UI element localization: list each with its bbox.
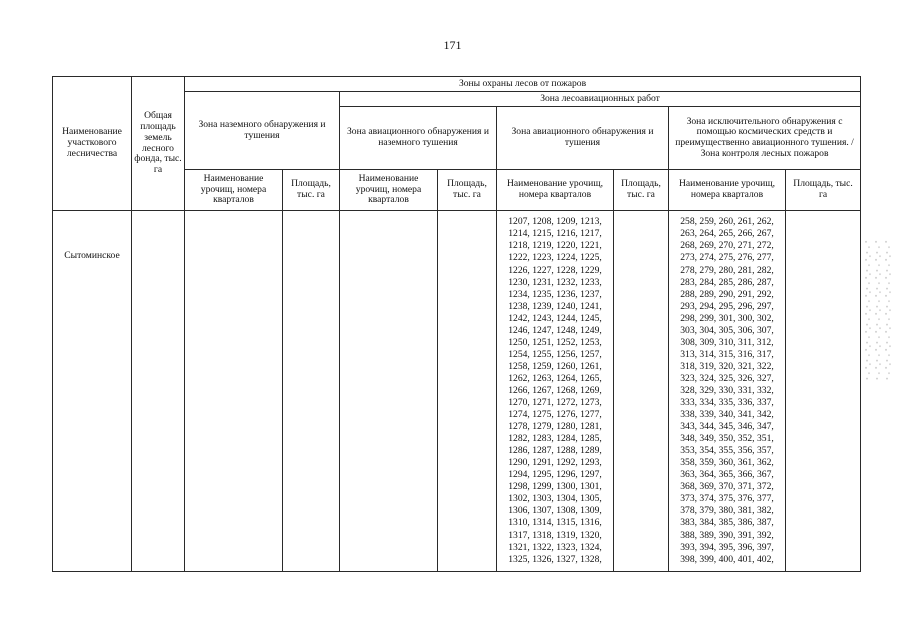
aviation-quarters-cell — [497, 211, 614, 572]
forestry-row — [53, 211, 861, 572]
aviation-quarter-line: 1321, 1322, 1323, 1324, — [508, 541, 602, 553]
space-quarter-line: 343, 344, 345, 346, 347, — [680, 421, 774, 433]
aviation-quarter-line: 1282, 1283, 1284, 1285, — [508, 433, 602, 445]
page-number: 171 — [443, 38, 462, 52]
aviation-quarter-line: 1246, 1247, 1248, 1249, — [508, 324, 602, 336]
scan-noise — [863, 240, 893, 380]
aviation-quarter-line: 1286, 1287, 1288, 1289, — [508, 445, 602, 457]
aviation-quarter-line: 1306, 1307, 1308, 1309, — [508, 505, 602, 517]
aviation-quarter-line: 1290, 1291, 1292, 1293, — [508, 457, 602, 469]
ground-name-header: Наименование урочищ, номера кварталов — [185, 170, 283, 211]
aviation-quarter-line: 1266, 1267, 1268, 1269, — [508, 384, 602, 396]
space-quarter-line: 278, 279, 280, 281, 282, — [680, 264, 774, 276]
aviation-ground-names-cell — [340, 211, 438, 572]
space-quarter-line: 333, 334, 335, 336, 337, — [680, 397, 774, 409]
aviation-name-header: Наименование урочищ, номера кварталов — [497, 170, 614, 211]
aviation-quarter-line: 1254, 1255, 1256, 1257, — [508, 348, 602, 360]
space-quarter-line: 328, 329, 330, 331, 332, — [680, 384, 774, 396]
forestry-name: Сытоминское — [53, 211, 132, 572]
space-area-header: Площадь, тыс. га — [786, 170, 861, 211]
aviation-ground-name-header: Наименование урочищ, номера кварталов — [340, 170, 438, 211]
aviation-quarter-line: 1274, 1275, 1276, 1277, — [508, 409, 602, 421]
aviation-header: Зона лесоавиационных работ — [340, 92, 861, 107]
space-name-header: Наименование урочищ, номера кварталов — [669, 170, 786, 211]
aviation-quarter-line: 1278, 1279, 1280, 1281, — [508, 421, 602, 433]
space-quarter-line: 338, 339, 340, 341, 342, — [680, 409, 774, 421]
space-quarter-line: 283, 284, 285, 286, 287, — [680, 276, 774, 288]
space-quarter-line: 273, 274, 275, 276, 277, — [680, 252, 774, 264]
space-quarter-line: 393, 394, 395, 396, 397, — [680, 541, 774, 553]
space-quarter-line: 308, 309, 310, 311, 312, — [680, 336, 774, 348]
aviation-quarter-line: 1242, 1243, 1244, 1245, — [508, 312, 602, 324]
aviation-quarter-line: 1214, 1215, 1216, 1217, — [508, 228, 602, 240]
space-quarter-line: 303, 304, 305, 306, 307, — [680, 324, 774, 336]
space-quarter-line: 388, 389, 390, 391, 392, — [680, 529, 774, 541]
col-area-header: Общая площадь земель лесного фонда, тыс. га — [132, 77, 185, 211]
space-quarter-line: 323, 324, 325, 326, 327, — [680, 372, 774, 384]
aviation-quarter-line: 1234, 1235, 1236, 1237, — [508, 288, 602, 300]
aviation-quarter-line: 1222, 1223, 1224, 1225, — [508, 252, 602, 264]
aviation-quarter-line: 1317, 1318, 1319, 1320, — [508, 529, 602, 541]
aviation-ground-area-cell — [438, 211, 497, 572]
aviation-area-header: Площадь, тыс. га — [614, 170, 669, 211]
forestry-total-area — [132, 211, 185, 572]
space-zone-header: Зона исключительного обнаружения с помощью космических средств и преимущественно авиационного тушения. / Зона контроля лесных пожаров — [669, 107, 861, 170]
col-name-header: Наименование участкового лесничества — [53, 77, 132, 211]
aviation-area-cell — [614, 211, 669, 572]
aviation-quarter-line: 1302, 1303, 1304, 1305, — [508, 493, 602, 505]
aviation-quarter-line: 1207, 1208, 1209, 1213, — [508, 216, 602, 228]
aviation-quarter-line: 1230, 1231, 1232, 1233, — [508, 276, 602, 288]
zones-header: Зоны охраны лесов от пожаров — [185, 77, 861, 92]
aviation-quarter-line: 1325, 1326, 1327, 1328, — [508, 553, 602, 565]
aviation-ground-zone-header: Зона авиационного обнаружения и наземного тушения — [340, 107, 497, 170]
space-quarter-line: 258, 259, 260, 261, 262, — [680, 216, 774, 228]
space-quarter-line: 313, 314, 315, 316, 317, — [680, 348, 774, 360]
aviation-quarter-line: 1218, 1219, 1220, 1221, — [508, 240, 602, 252]
aviation-quarter-line: 1238, 1239, 1240, 1241, — [508, 300, 602, 312]
space-quarter-line: 293, 294, 295, 296, 297, — [680, 300, 774, 312]
aviation-quarter-line: 1262, 1263, 1264, 1265, — [508, 372, 602, 384]
aviation-quarter-line: 1270, 1271, 1272, 1273, — [508, 397, 602, 409]
space-quarter-line: 353, 354, 355, 356, 357, — [680, 445, 774, 457]
space-quarter-line: 288, 289, 290, 291, 292, — [680, 288, 774, 300]
aviation-ground-area-header: Площадь, тыс. га — [438, 170, 497, 211]
space-quarter-line: 383, 384, 385, 386, 387, — [680, 517, 774, 529]
space-quarter-line: 318, 319, 320, 321, 322, — [680, 360, 774, 372]
space-quarter-line: 263, 264, 265, 266, 267, — [680, 228, 774, 240]
aviation-quarter-line: 1298, 1299, 1300, 1301, — [508, 481, 602, 493]
space-quarter-line: 378, 379, 380, 381, 382, — [680, 505, 774, 517]
aviation-zone-header: Зона авиационного обнаружения и тушения — [497, 107, 669, 170]
aviation-quarter-line: 1258, 1259, 1260, 1261, — [508, 360, 602, 372]
header-row-1 — [53, 77, 861, 92]
space-quarter-line: 373, 374, 375, 376, 377, — [680, 493, 774, 505]
space-area-cell — [786, 211, 861, 572]
space-quarter-line: 358, 359, 360, 361, 362, — [680, 457, 774, 469]
ground-zone-header: Зона наземного обнаружения и тушения — [185, 92, 340, 170]
fire-zones-table — [52, 76, 861, 572]
space-quarter-line: 298, 299, 301, 300, 302, — [680, 312, 774, 324]
ground-names-cell — [185, 211, 283, 572]
aviation-quarter-line: 1226, 1227, 1228, 1229, — [508, 264, 602, 276]
space-quarter-line: 398, 399, 400, 401, 402, — [680, 553, 774, 565]
space-quarters-cell — [669, 211, 786, 572]
ground-area-cell — [283, 211, 340, 572]
space-quarter-line: 368, 369, 370, 371, 372, — [680, 481, 774, 493]
space-quarter-line: 348, 349, 350, 352, 351, — [680, 433, 774, 445]
aviation-quarter-line: 1294, 1295, 1296, 1297, — [508, 469, 602, 481]
space-quarter-line: 268, 269, 270, 271, 272, — [680, 240, 774, 252]
space-quarter-line: 363, 364, 365, 366, 367, — [680, 469, 774, 481]
aviation-quarter-line: 1310, 1314, 1315, 1316, — [508, 517, 602, 529]
ground-area-header: Площадь, тыс. га — [283, 170, 340, 211]
aviation-quarter-line: 1250, 1251, 1252, 1253, — [508, 336, 602, 348]
